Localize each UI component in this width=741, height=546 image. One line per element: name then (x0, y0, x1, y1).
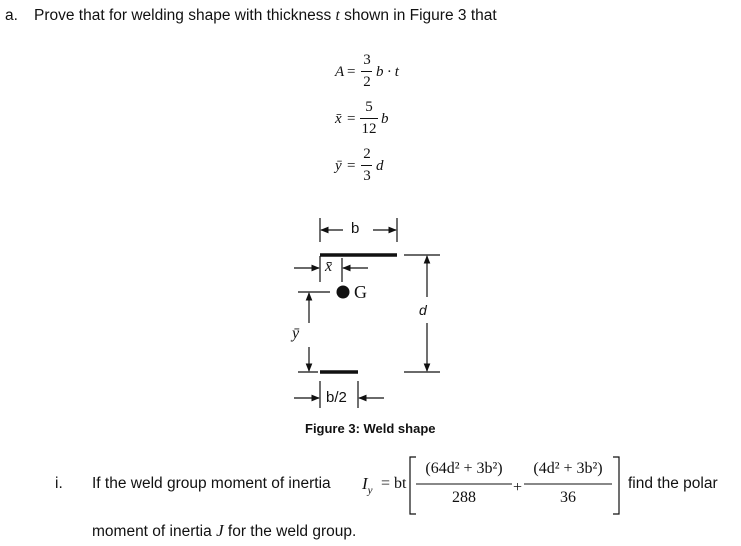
centroid-dot (337, 286, 350, 299)
xbar-equals: = (347, 111, 356, 127)
xbar-dim-label: x̄ (325, 258, 333, 275)
j-symbol: J (216, 521, 224, 540)
ybar-numerator: 2 (363, 146, 371, 162)
ybar-denominator: 3 (363, 168, 371, 184)
b-dim-label: b (351, 220, 360, 237)
subquestion-text-before: If the weld group moment of inertia (92, 475, 331, 492)
area-equals: = (347, 64, 356, 80)
xbar-denominator: 12 (361, 121, 377, 137)
question-label: a. (5, 7, 18, 24)
figure-caption: Figure 3: Weld shape (305, 421, 436, 436)
centroid-label: G (354, 282, 367, 302)
iy-main: I (362, 474, 368, 493)
area-rhs: b · t (376, 64, 399, 80)
xbar-fraction-bar (360, 118, 378, 119)
ybar-dim-label: ȳ (292, 325, 300, 342)
ybar-equals: = (347, 158, 356, 174)
frac1-numerator: (64d² + 3b²) (425, 460, 503, 477)
area-numerator: 3 (363, 52, 371, 68)
area-lhs: A (335, 64, 345, 80)
xbar-numerator: 5 (365, 99, 373, 115)
d-dim-label: d (419, 302, 427, 318)
question-text-after: shown in Figure 3 that (339, 7, 497, 24)
subquestion-label: i. (55, 475, 63, 492)
ybar-fraction-bar (361, 165, 372, 166)
subquestion-text-after: find the polar (628, 475, 718, 492)
right-bracket (613, 457, 619, 514)
frac1-denominator: 288 (452, 489, 476, 506)
thickness-symbol: t (335, 7, 340, 24)
xbar-rhs: b (381, 111, 389, 127)
xbar-lhs: x̄ (335, 111, 342, 127)
line2-before: moment of inertia (92, 523, 217, 540)
frac2-denominator: 36 (560, 489, 576, 506)
area-denominator: 2 (363, 74, 371, 90)
line2-after: for the weld group. (223, 523, 357, 540)
plus-sign: + (513, 479, 523, 496)
ybar-rhs: d (376, 158, 384, 174)
frac2-numerator: (4d² + 3b²) (533, 460, 603, 477)
b2-dim-label: b/2 (326, 389, 347, 406)
question-text-before: Prove that for welding shape with thickness (34, 7, 336, 24)
subquestion-line2 (92, 521, 356, 541)
question-text (34, 7, 497, 25)
ybar-lhs: ȳ (335, 158, 342, 174)
iy-subscript: y (367, 484, 373, 497)
iy-symbol (362, 474, 373, 496)
iy-equals-bt: = bt (381, 475, 407, 492)
area-fraction-bar (361, 71, 372, 72)
